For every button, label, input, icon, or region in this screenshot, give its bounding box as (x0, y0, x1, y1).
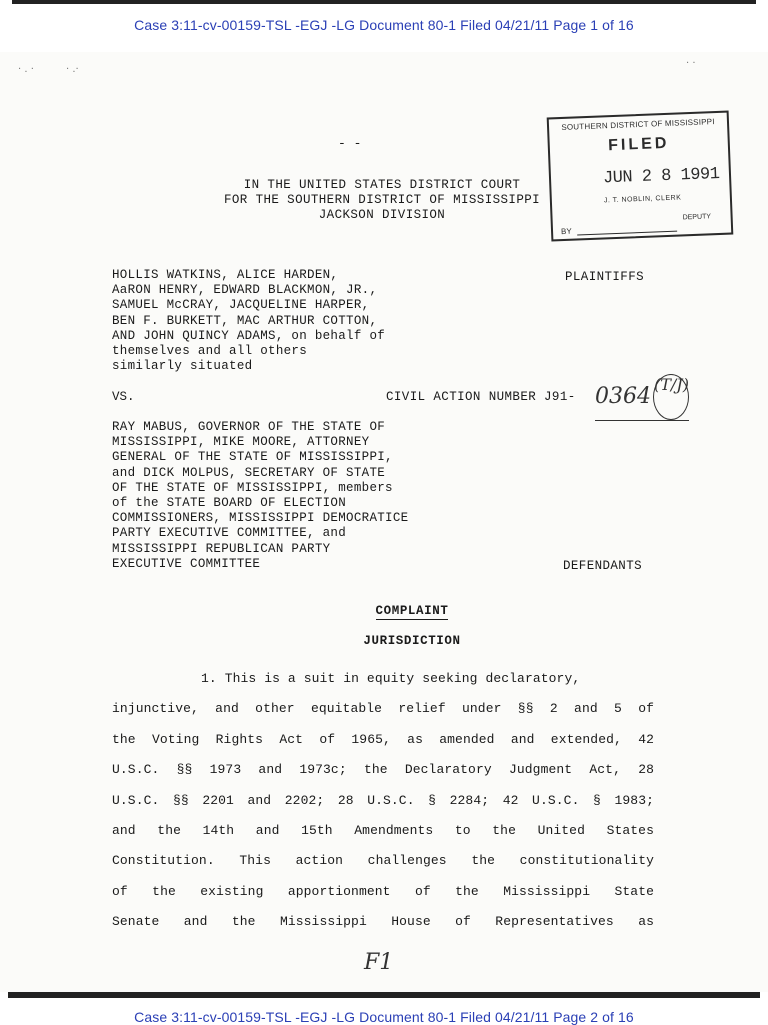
court-caption (186, 178, 578, 223)
case-filing-stamp-header: Case 3:11-cv-00159-TSL -EGJ -LG Document 80-1 Filed 04/21/11 Page 1 of 16 (134, 17, 634, 33)
stamp-clerk: J. T. NOBLIN, CLERK (603, 194, 682, 205)
court-title-line: FOR THE SOUTHERN DISTRICT OF MISSISSIPPI (223, 193, 541, 207)
versus-label: VS. (112, 390, 135, 404)
stamp-court-name: SOUTHERN DISTRICT OF MISSISSIPPI (561, 117, 715, 132)
paragraph-line: and the 14th and 15th Amendments to the United States (112, 823, 654, 839)
paragraph-line: injunctive, and other equitable relief under §§ 2 and 5 of (112, 701, 654, 717)
stamp-deputy: DEPUTY (682, 213, 712, 222)
party-line: HOLLIS WATKINS, ALICE HARDEN, (112, 268, 339, 282)
next-page-filing-stamp: Case 3:11-cv-00159-TSL -EGJ -LG Document 80-1 Filed 04/21/11 Page 2 of 16 (134, 1009, 634, 1025)
paragraph-line: the Voting Rights Act of 1965, as amended and extended, 42 (112, 731, 654, 747)
handwritten-judge-initials: (T/J) (653, 374, 689, 420)
party-line: RAY MABUS, GOVERNOR OF THE STATE OF (112, 420, 386, 434)
civil-action-number: CIVIL ACTION NUMBER J91- (386, 390, 576, 404)
exhibit-mark: F1 (364, 950, 394, 975)
pdf-header-bar (0, 0, 768, 52)
dash-mark: - - (338, 136, 362, 151)
party-line: similarly situated (112, 359, 253, 374)
party-line: MISSISSIPPI, MIKE MOORE, ATTORNEY (112, 435, 370, 450)
party-line: COMMISSIONERS, MISSISSIPPI DEMOCRATICE (112, 511, 409, 526)
party-line: themselves and all others (112, 344, 308, 359)
court-title-line: JACKSON DIVISION (318, 208, 446, 222)
party-line: BEN F. BURKETT, MAC ARTHUR COTTON, (112, 313, 378, 328)
court-title-line: IN THE UNITED STATES DISTRICT COURT (243, 178, 521, 192)
jurisdiction-heading: JURISDICTION (363, 634, 461, 648)
defendants-label: DEFENDANTS (563, 559, 643, 573)
complaint-heading (0, 604, 768, 618)
stamp-date: JUN 2 8 1991 (602, 164, 720, 189)
paragraph-line: Constitution. This action challenges the constitutionality (112, 853, 654, 869)
party-line: AaRON HENRY, EDWARD BLACKMON, JR., (112, 283, 378, 298)
handwritten-number-digits: 0364 (595, 384, 651, 409)
paragraph-line: 1. This is a suit in equity seeking declaratory, (201, 671, 581, 686)
paragraph-line: U.S.C. §§ 1973 and 1973c; the Declaratory Judgment Act, 28 (112, 762, 654, 778)
plaintiffs-list (112, 268, 385, 374)
paragraph-line: of the existing apportionment of the Mississippi State (112, 883, 654, 899)
party-line: SAMUEL McCRAY, JACQUELINE HARPER, (112, 298, 370, 313)
scan-speck: · · (686, 58, 696, 69)
stamp-filed-label: FILED (607, 134, 670, 155)
complaint-heading-text: COMPLAINT (375, 604, 449, 618)
stamp-by: BY (560, 226, 572, 237)
plaintiffs-label: PLAINTIFFS (565, 270, 645, 284)
header-rule (12, 0, 756, 4)
scan-speck: · .· (66, 64, 79, 75)
paragraph-1 (112, 664, 654, 938)
defendants-list (112, 420, 408, 572)
party-line: EXECUTIVE COMMITTEE (112, 556, 261, 571)
party-line: GENERAL OF THE STATE OF MISSISSIPPI, (112, 450, 393, 465)
paragraph-line: Senate and the Mississippi House of Representatives as (112, 914, 654, 930)
party-line: OF THE STATE OF MISSISSIPPI, members (112, 480, 393, 495)
stamp-signature-line (577, 231, 677, 236)
party-line: AND JOHN QUINCY ADAMS, on behalf of (112, 328, 386, 343)
party-line: and DICK MOLPUS, SECRETARY OF STATE (112, 465, 386, 480)
party-line: PARTY EXECUTIVE COMMITTEE, and (112, 526, 347, 541)
handwritten-case-number (595, 374, 689, 421)
scan-speck: · . · (18, 64, 34, 75)
pdf-footer-bar (0, 992, 768, 1024)
document-page (0, 52, 768, 992)
party-line: MISSISSIPPI REPUBLICAN PARTY (112, 541, 331, 556)
party-line: of the STATE BOARD OF ELECTION (112, 496, 347, 511)
paragraph-line: U.S.C. §§ 2201 and 2202; 28 U.S.C. § 2284; 42 U.S.C. § 1983; (112, 792, 654, 808)
footer-rule (8, 992, 760, 998)
